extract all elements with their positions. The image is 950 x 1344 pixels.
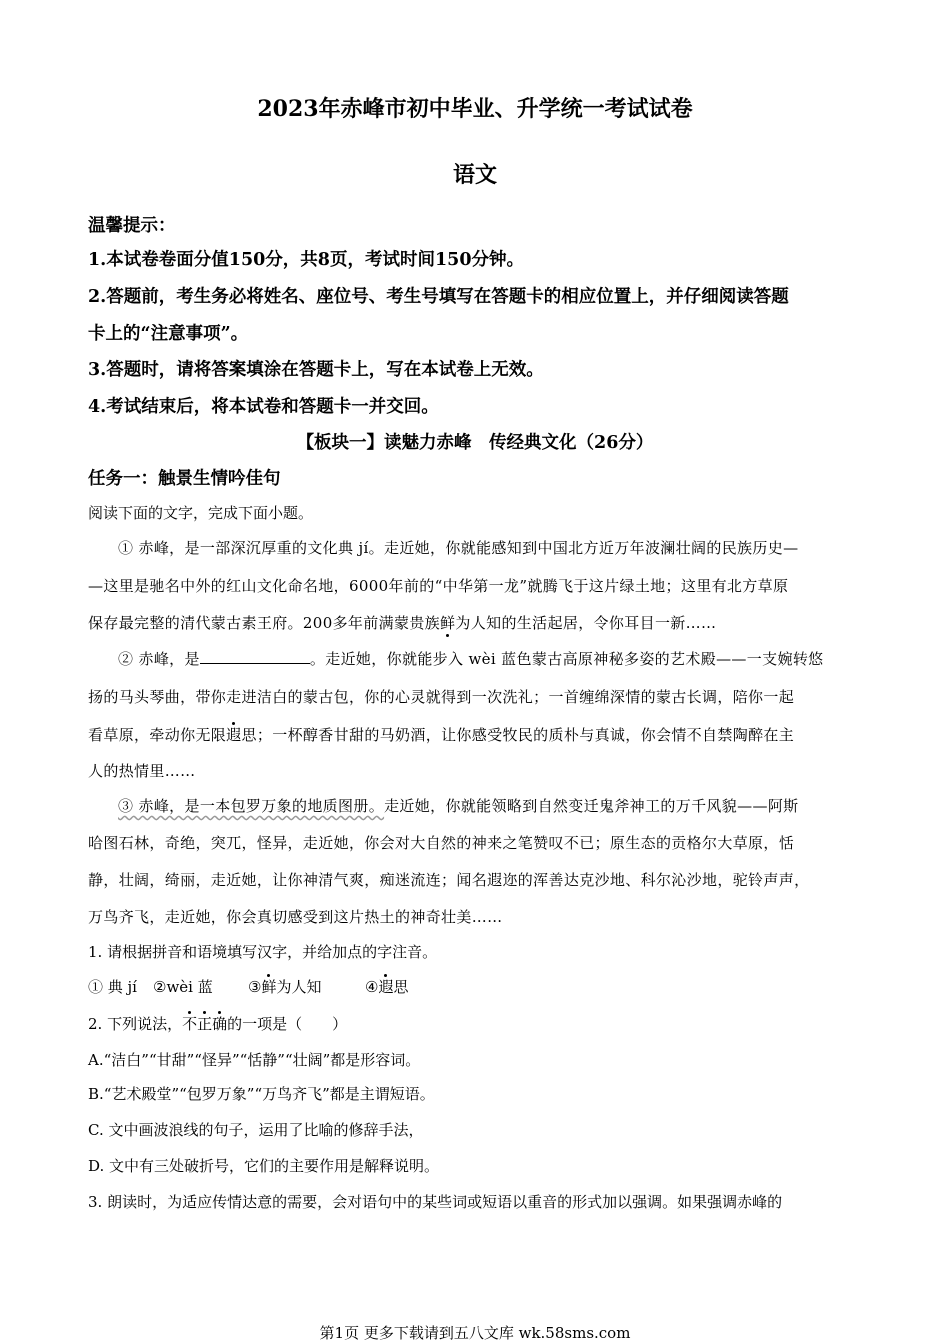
passage-line: 万鸟齐飞，走近她，你会真切感受到这片热土的神奇壮美……	[88, 908, 503, 926]
dotted-emphasis	[182, 1015, 227, 1033]
page-footer: 第1页 更多下载请到五八文库 wk.58sms.com	[319, 1324, 631, 1342]
fill-blank	[200, 649, 310, 664]
notice-item: 1.本试卷卷面分值150分，共8页，考试时间150分钟。	[88, 250, 525, 270]
notice-item: 3.答题时，请将答案填涂在答题卡上，写在本试卷上无效。	[88, 360, 544, 380]
instruction: 阅读下面的文字，完成下面小题。	[88, 504, 314, 522]
passage-line: 哈图石林，奇绝，突兀，怪异，走近她，你会对大自然的神来之笔赞叹不已；原生态的贡格尔大草原，恬	[88, 834, 795, 852]
notice-item: 4.考试结束后，将本试卷和答题卡一并交回。	[88, 397, 439, 417]
passage-line: ① 赤峰，是一部深沉厚重的文化典 jí。走近她，你就能感知到中国北方近万年波澜壮阔的民族历史—	[118, 539, 799, 557]
notice-heading: 温馨提示：	[88, 216, 176, 236]
passage-line: —这里是驰名中外的红山文化命名地，6000年前的“中华第一龙”就腾飞于这片绿土地；这里有北方草原	[88, 577, 789, 595]
q2-option-b: B.“艺术殿堂”“包罗万象”“万鸟齐飞”都是主谓短语。	[88, 1085, 435, 1103]
q2-option-c: C. 文中画波浪线的句子，运用了比喻的修辞手法，	[88, 1121, 424, 1139]
notice-item: 卡上的“注意事项”。	[88, 324, 249, 344]
q2-option-d: D. 文中有三处破折号，它们的主要作用是解释说明。	[88, 1157, 440, 1175]
passage-line: 保存最完整的清代蒙古素王府。200多年前满蒙贵族鲜为人知的生活起居，令你耳目一新……	[88, 614, 717, 632]
exam-subject: 语文	[452, 162, 497, 188]
question-3-stem: 3. 朗读时，为适应传情达意的需要，会对语句中的某些词或短语以重音的形式加以强调。如果强调赤峰的	[88, 1193, 783, 1211]
q1-option: ③鲜为人知	[248, 978, 322, 996]
question-1-stem: 1. 请根据拼音和语境填写汉字，并给加点的字注音。	[88, 943, 438, 961]
dotted-char: 鲜	[261, 978, 277, 996]
dotted-char: 鲜	[440, 614, 456, 632]
passage-line: 看草原，牵动你无限遐思；一杯醇香甘甜的马奶酒，让你感受牧民的质朴与真诚，你会情不自禁陶醉在主	[88, 726, 795, 744]
dotted-char: 不	[182, 1015, 198, 1033]
dotted-char: 遐	[226, 726, 242, 744]
passage-line: ② 赤峰，是 。走近她，你就能步入 wèi 蓝色蒙古高原神秘多姿的艺术殿——一支婉转悠	[118, 650, 824, 668]
passage-line: 扬的马头琴曲，带你走进洁白的蒙古包，你的心灵就得到一次洗礼；一首缠绵深情的蒙古长调，陪你一起	[88, 688, 795, 706]
q2-option-a: A.“洁白”“甘甜”“怪异”“恬静”“壮阔”都是形容词。	[88, 1051, 421, 1069]
dotted-char: 正	[197, 1015, 213, 1033]
passage-line: 静，壮阔，绮丽，走近她，让你神清气爽，痴迷流连；闻名遐迩的浑善达克沙地、科尔沁沙地，驼铃声声，	[88, 871, 810, 889]
passage-line: ③ 赤峰，是一本包罗万象的地质图册。走近她，你就能领略到自然变迁鬼斧神工的万千风貌——阿斯	[118, 797, 799, 815]
task-title: 任务一：触景生情吟佳句	[88, 469, 281, 489]
question-2-stem: 2. 下列说法，不正确的一项是（ ）	[88, 1015, 348, 1033]
q1-option: ④遐思	[365, 978, 409, 996]
dotted-char: 确	[212, 1015, 228, 1033]
notice-item: 2.答题前，考生务必将姓名、座位号、考生号填写在答题卡的相应位置上，并仔细阅读答题	[88, 287, 789, 307]
q1-option: ②wèi 蓝	[153, 978, 213, 996]
wavy-underlined-sentence: ③ 赤峰，是一本包罗万象的地质图册。	[118, 797, 385, 815]
passage-line: 人的热情里……	[88, 762, 196, 780]
q1-option: ① 典 jí	[88, 978, 137, 996]
dotted-char: 遐	[378, 978, 394, 996]
section-title: 【板块一】读魅力赤峰 传经典文化（26分）	[296, 433, 654, 453]
exam-title: 2023年赤峰市初中毕业、升学统一考试试卷	[257, 96, 693, 122]
